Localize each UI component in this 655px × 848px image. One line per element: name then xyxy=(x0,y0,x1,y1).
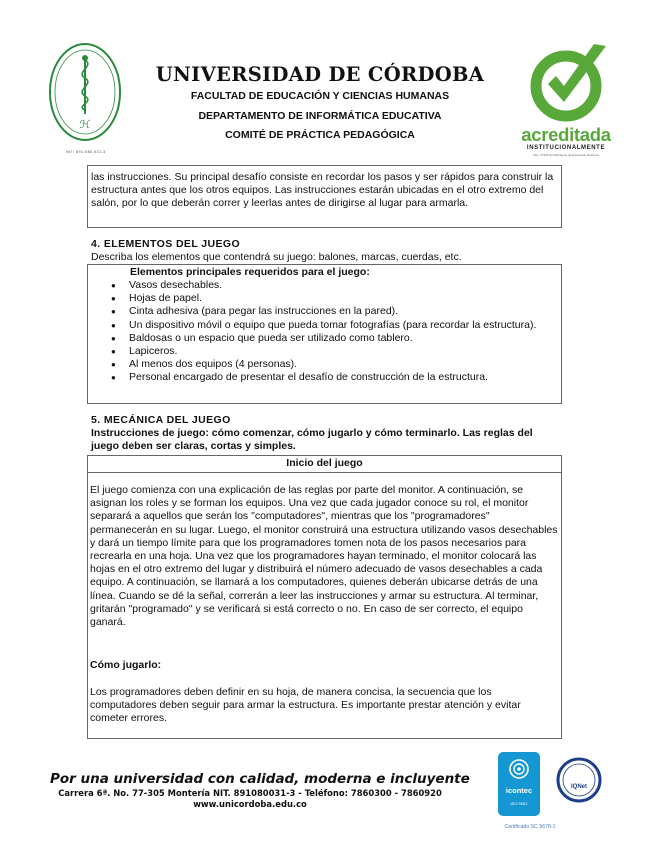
seal-letters: ℋ xyxy=(79,118,91,131)
iqnet-label: IQNet xyxy=(570,784,587,790)
section-4-description: Describa los elementos que contendrá su juego: balones, marcas, cuerdas, etc. xyxy=(91,251,462,263)
section-5-instructions: Instrucciones de juego: cómo comenzar, cómo jugarlo y cómo terminarlo. Las reglas del juego deben ser claras, cortas y simples. xyxy=(91,427,533,453)
list-item: ● Hojas de papel. xyxy=(111,292,551,305)
accreditation-resolution: Res. 07345 del Ministerio de Educación Nacional xyxy=(533,153,599,157)
seal-caption: NIT: 891.080.031-3 xyxy=(66,150,106,154)
list-item: ● Personal encargado de presentar el desafío de construcción de la estructura. xyxy=(111,371,551,384)
elements-list xyxy=(111,279,551,385)
icontec-icon xyxy=(498,752,540,784)
faculty-name: FACULTAD DE EDUCACIÓN Y CIENCIAS HUMANAS xyxy=(190,90,450,102)
certificate-code: Certificado SC 5678-1 xyxy=(504,824,556,830)
accreditation-subtitle: INSTITUCIONALMENTE xyxy=(526,145,606,151)
iso-label: ISO 9001 xyxy=(510,801,528,806)
inicio-paragraph: El juego comienza con una explicación de las reglas por parte del monitor. A continuación, se asignan los roles y se forman los equipos. Una vez que cada jugador conoce su rol, el monitor separará a aquellos que serán los "computadores", mientras que los "programadores" permanecerán en su lugar. Luego, el monitor construirá una estructura utilizando vasos desechables y dará un tiempo límite para que los programadores tomen nota de los pasos necesarios para recrearla en una hoja. Una vez que los programadores hayan terminado, el monitor colocará las hojas en el otro extremo del lugar y distribuirá el número adecuado de vasos desechables a cada equipo. A continuación, se llamará a los computadores, quienes deberán ubicarse detrás de una línea. Cuando se dé la señal, correrán a leer las instrucciones y armar su estructura. Al terminar, gritarán "programado" y se verificará si está correcto o no. En caso de ser correcto, el equipo ganará. xyxy=(90,484,558,629)
divider xyxy=(87,472,562,473)
icontec-badge xyxy=(498,752,540,816)
como-jugarlo-title: Cómo jugarlo: xyxy=(90,659,162,671)
accreditation-word: acreditada xyxy=(521,124,611,145)
footer-motto: Por una universidad con calidad, moderna e incluyente xyxy=(50,771,470,787)
footer-address: Carrera 6ª. No. 77-305 Montería NIT. 891080031-3 - Teléfono: 7860300 - 7860920 xyxy=(58,788,442,798)
university-name: UNIVERSIDAD DE CÓRDOBA xyxy=(155,63,485,86)
list-item: ● Lapiceros. xyxy=(111,345,551,358)
como-jugarlo-paragraph: Los programadores deben definir en su hoja, de manera concisa, la secuencia que los computadores deben seguir para armar la estructura. Es importante prestar atención y evitar cometer errores. xyxy=(90,686,521,725)
accreditation-check-icon xyxy=(528,40,610,124)
section-4-title: 4. ELEMENTOS DEL JUEGO xyxy=(91,238,241,250)
committee-name: COMITÉ DE PRÁCTICA PEDAGÓGICA xyxy=(225,129,415,141)
footer-website[interactable]: www.unicordoba.edu.co xyxy=(193,799,307,809)
list-item: ● Vasos desechables. xyxy=(111,279,551,292)
icontec-label: icontec xyxy=(505,786,533,795)
university-seal-logo xyxy=(48,42,122,142)
continuation-box: las instrucciones. Su principal desafío consiste en recordar los pasos y ser rápidos para construir la estructura antes que los otros equipos. Las instrucciones estarán ubicadas en el otro extremo del salón, por lo que deberán correr y leerlas antes de dirigirse al lugar para armarla. xyxy=(87,165,562,228)
elements-heading: Elementos principales requeridos para el juego: xyxy=(130,266,370,278)
inicio-title: Inicio del juego xyxy=(286,457,363,469)
list-item: ● Baldosas o un espacio que pueda ser utilizado como tablero. xyxy=(111,332,551,345)
list-item: ● Al menos dos equipos (4 personas). xyxy=(111,358,551,371)
list-item: ● Un dispositivo móvil o equipo que pueda tomar fotografías (para recordar la estructura). xyxy=(111,319,551,332)
list-item: ● Cinta adhesiva (para pegar las instrucciones en la pared). xyxy=(111,305,551,318)
department-name: DEPARTAMENTO DE INFORMÁTICA EDUCATIVA xyxy=(198,110,442,122)
section-5-title: 5. MECÁNICA DEL JUEGO xyxy=(91,414,231,426)
iqnet-badge-icon xyxy=(556,757,602,803)
